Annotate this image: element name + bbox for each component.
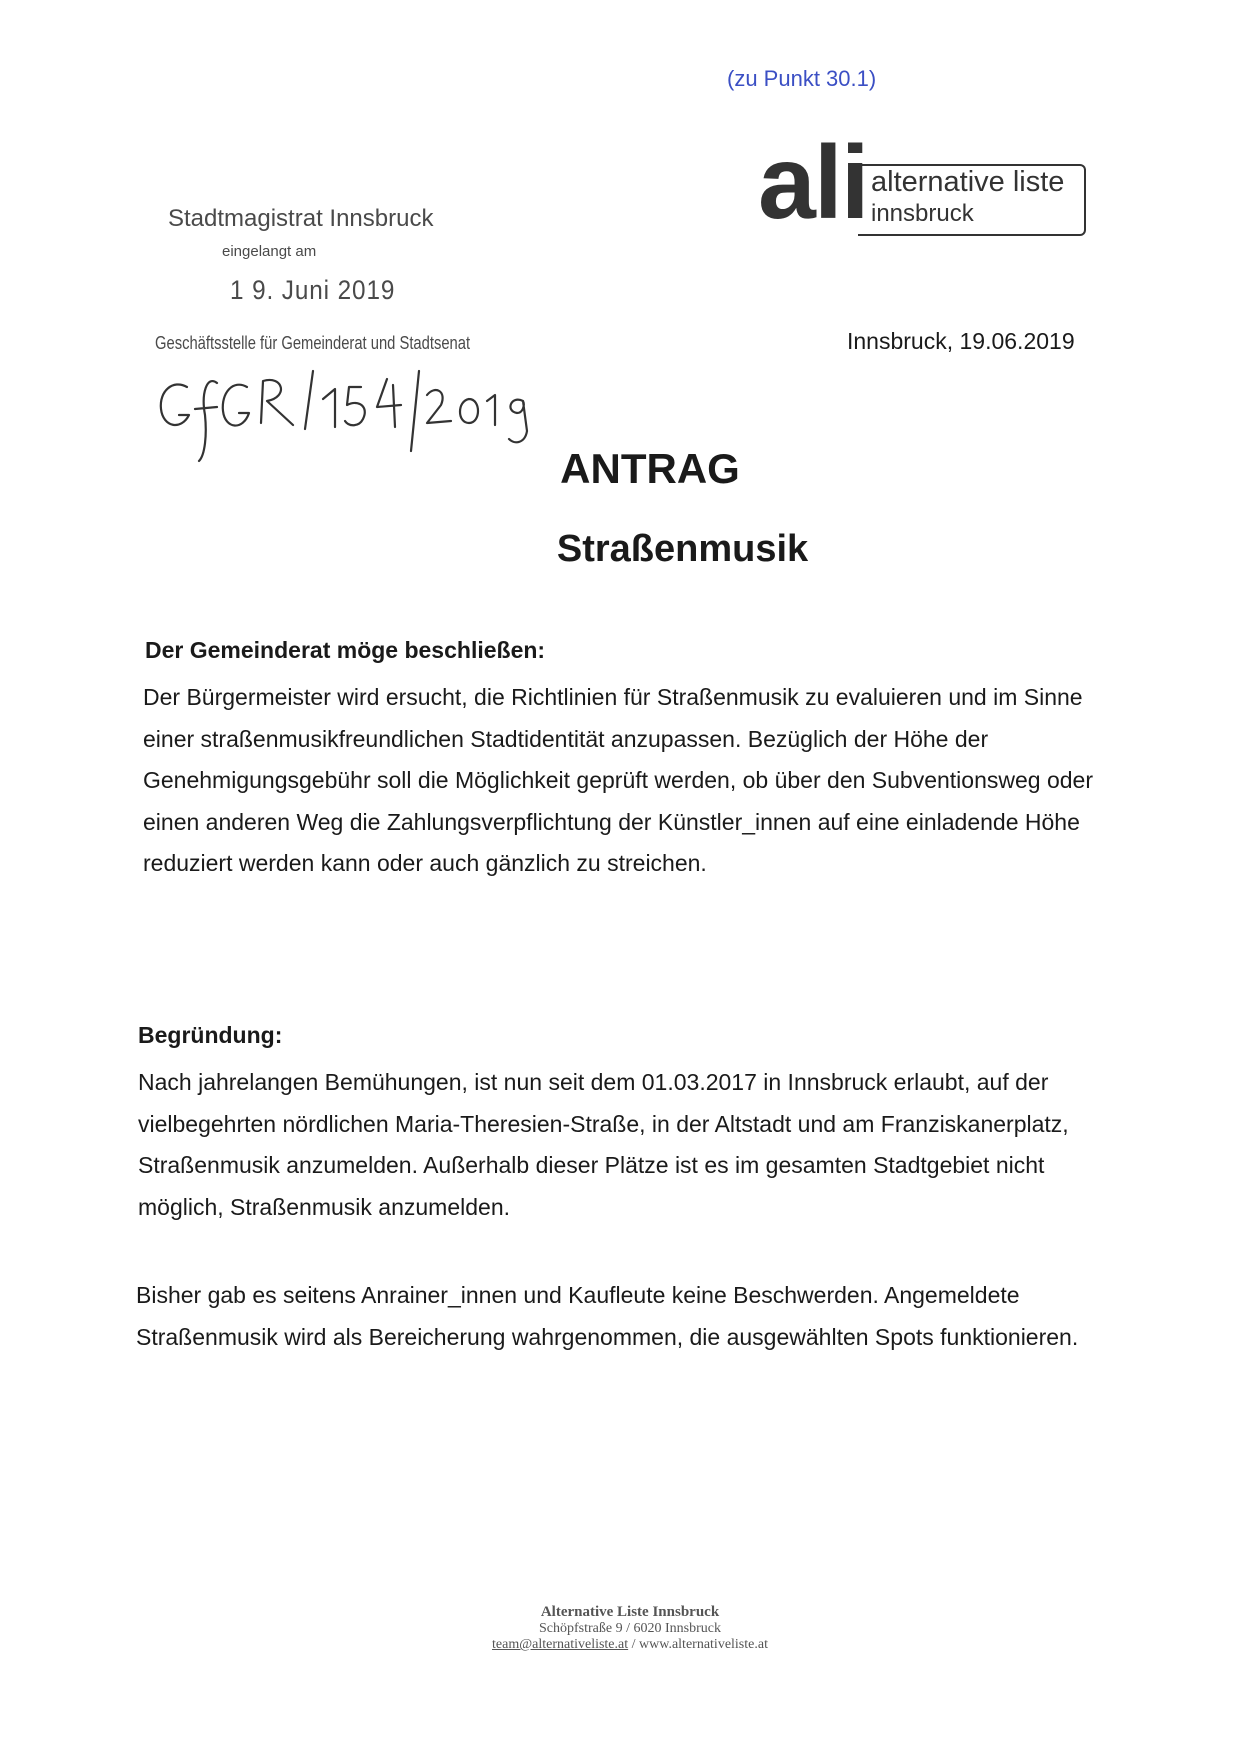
- footer-contact: [20, 1637, 1240, 1653]
- document-title: ANTRAG: [560, 445, 740, 492]
- logo-text-line2: innsbruck: [871, 200, 974, 227]
- reasoning-paragraph-1: Nach jahrelangen Bemühungen, ist nun seit dem 01.03.2017 in Innsbruck erlaubt, auf der vielbegehrten nördlichen Maria-Theresien-Straße, in der Altstadt und am Franziskanerplatz, Straßenmusik anzumelden. Außerhalb dieser Plätze ist es im gesamten Stadtgebiet nicht möglich, Straßenmusik anzumelden.: [138, 1069, 1069, 1220]
- party-logo: [758, 125, 1088, 241]
- stamp-received-label: eingelangt am: [222, 243, 317, 260]
- footer-email-link[interactable]: team@alternativeliste.at: [492, 1637, 629, 1652]
- document-subtitle-wrap: [0, 528, 1240, 571]
- stamp-authority: Stadtmagistrat Innsbruck: [168, 205, 434, 232]
- footer-org: Alternative Liste Innsbruck: [540, 1604, 720, 1620]
- stamp-office: Geschäftsstelle für Gemeinderat und Stadtsenat: [155, 333, 471, 353]
- stamp-date: 1 9. Juni 2019: [230, 275, 396, 305]
- reasoning-paragraph-2: Bisher gab es seitens Anrainer_innen und Kaufleute keine Beschwerden. Angemeldete Straßenmusik wird als Bereicherung wahrgenommen, die ausgewählten Spots funktionieren.: [136, 1282, 1079, 1350]
- document-subtitle: Straßenmusik: [556, 528, 809, 570]
- resolution-heading: Der Gemeinderat möge beschließen:: [145, 637, 546, 663]
- footer-address: Schöpfstraße 9 / 6020 Innsbruck: [539, 1621, 721, 1636]
- reasoning-heading: Begründung:: [138, 1022, 283, 1048]
- logo-text-line1: alternative liste: [871, 166, 1065, 198]
- document-title-wrap: [0, 445, 1240, 493]
- place-date: Innsbruck, 19.06.2019: [847, 328, 1075, 354]
- footer-separator: /: [628, 1637, 640, 1652]
- reference-note: (zu Punkt 30.1): [727, 66, 877, 91]
- letter-footer: [0, 1604, 1240, 1653]
- footer-website[interactable]: www.alternativeliste.at: [639, 1637, 768, 1652]
- logo-mark: ali: [758, 125, 868, 241]
- resolution-text: Der Bürgermeister wird ersucht, die Richtlinien für Straßenmusik zu evaluieren und im Sinne einer straßenmusikfreundlichen Stadtidentität anzupassen. Bezüglich der Höhe der Genehmigungsgebühr soll die Möglichkeit geprüft werden, ob über den Subventionsweg oder einen anderen Weg die Zahlungsverpflichtung der Künstler_innen auf eine einladende Höhe reduziert werden kann oder auch gänzlich zu streichen.: [143, 684, 1093, 876]
